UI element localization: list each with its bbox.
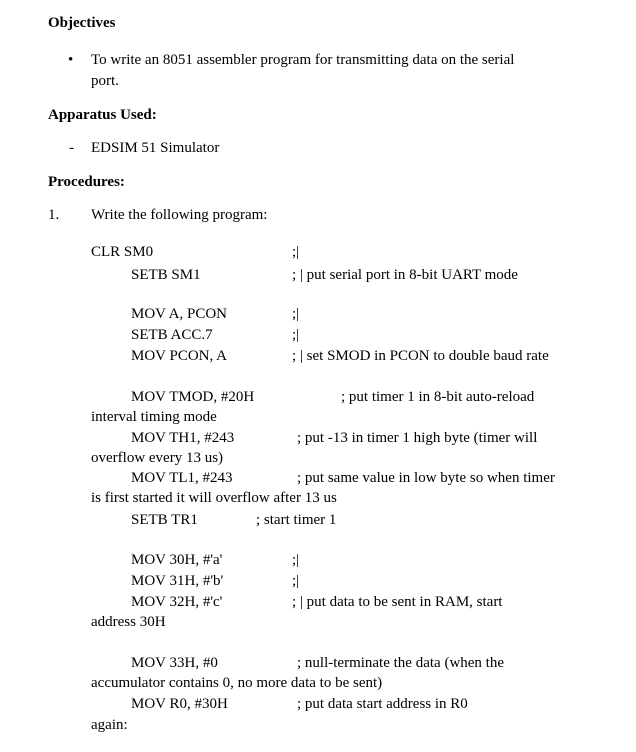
code-line: CLR SM0 — [91, 244, 154, 260]
code-comment-wrap: interval timing mode — [91, 409, 217, 425]
code-comment: ;| — [292, 573, 300, 589]
code-line: MOV 33H, #0 — [131, 655, 218, 671]
code-comment: ; | set SMOD in PCON to double baud rate — [292, 348, 549, 364]
code-line: SETB SM1 — [131, 267, 201, 283]
code-comment: ; | put data to be sent in RAM, start — [292, 594, 503, 610]
code-line: MOV TMOD, #20H — [131, 389, 255, 405]
code-comment-wrap: overflow every 13 us) — [91, 450, 224, 466]
code-line: MOV TL1, #243 — [131, 470, 233, 486]
apparatus-item: EDSIM 51 Simulator — [91, 140, 220, 156]
code-comment: ; put data start address in R0 — [297, 696, 468, 712]
code-line: MOV A, PCON — [131, 306, 227, 322]
code-line: SETB TR1 — [131, 512, 198, 528]
objective-text-line1: To write an 8051 assembler program for transmitting data on the serial — [91, 52, 515, 68]
code-line: MOV TH1, #243 — [131, 430, 235, 446]
objective-text-line2: port. — [91, 73, 119, 89]
code-line: MOV 30H, #'a' — [131, 552, 223, 568]
code-line: MOV R0, #30H — [131, 696, 228, 712]
code-comment: ; put -13 in timer 1 high byte (timer will — [297, 430, 538, 446]
code-comment: ; null-terminate the data (when the — [297, 655, 505, 671]
code-line: MOV 31H, #'b' — [131, 573, 224, 589]
step-text: Write the following program: — [91, 207, 268, 223]
code-comment-wrap: is first started it will overflow after 13 us — [91, 490, 337, 506]
code-comment: ; | put serial port in 8-bit UART mode — [292, 267, 518, 283]
code-comment: ;| — [292, 552, 300, 568]
code-comment: ; start timer 1 — [256, 512, 337, 528]
code-line: SETB ACC.7 — [131, 327, 213, 343]
dash-icon: - — [69, 140, 74, 156]
procedures-heading: Procedures: — [48, 174, 125, 190]
code-comment: ;| — [292, 244, 300, 260]
apparatus-heading: Apparatus Used: — [48, 107, 157, 123]
code-line: MOV PCON, A — [131, 348, 227, 364]
code-comment: ; put timer 1 in 8-bit auto-reload — [341, 389, 535, 405]
code-label: again: — [91, 717, 128, 733]
code-comment: ;| — [292, 306, 300, 322]
code-line: MOV 32H, #'c' — [131, 594, 223, 610]
bullet-icon: • — [68, 52, 74, 68]
code-comment: ;| — [292, 327, 300, 343]
code-comment: ; put same value in low byte so when timer — [297, 470, 555, 486]
step-number: 1. — [48, 207, 60, 223]
objectives-heading: Objectives — [48, 15, 116, 31]
code-comment-wrap: accumulator contains 0, no more data to be sent) — [91, 675, 383, 691]
code-comment-wrap: address 30H — [91, 614, 166, 630]
